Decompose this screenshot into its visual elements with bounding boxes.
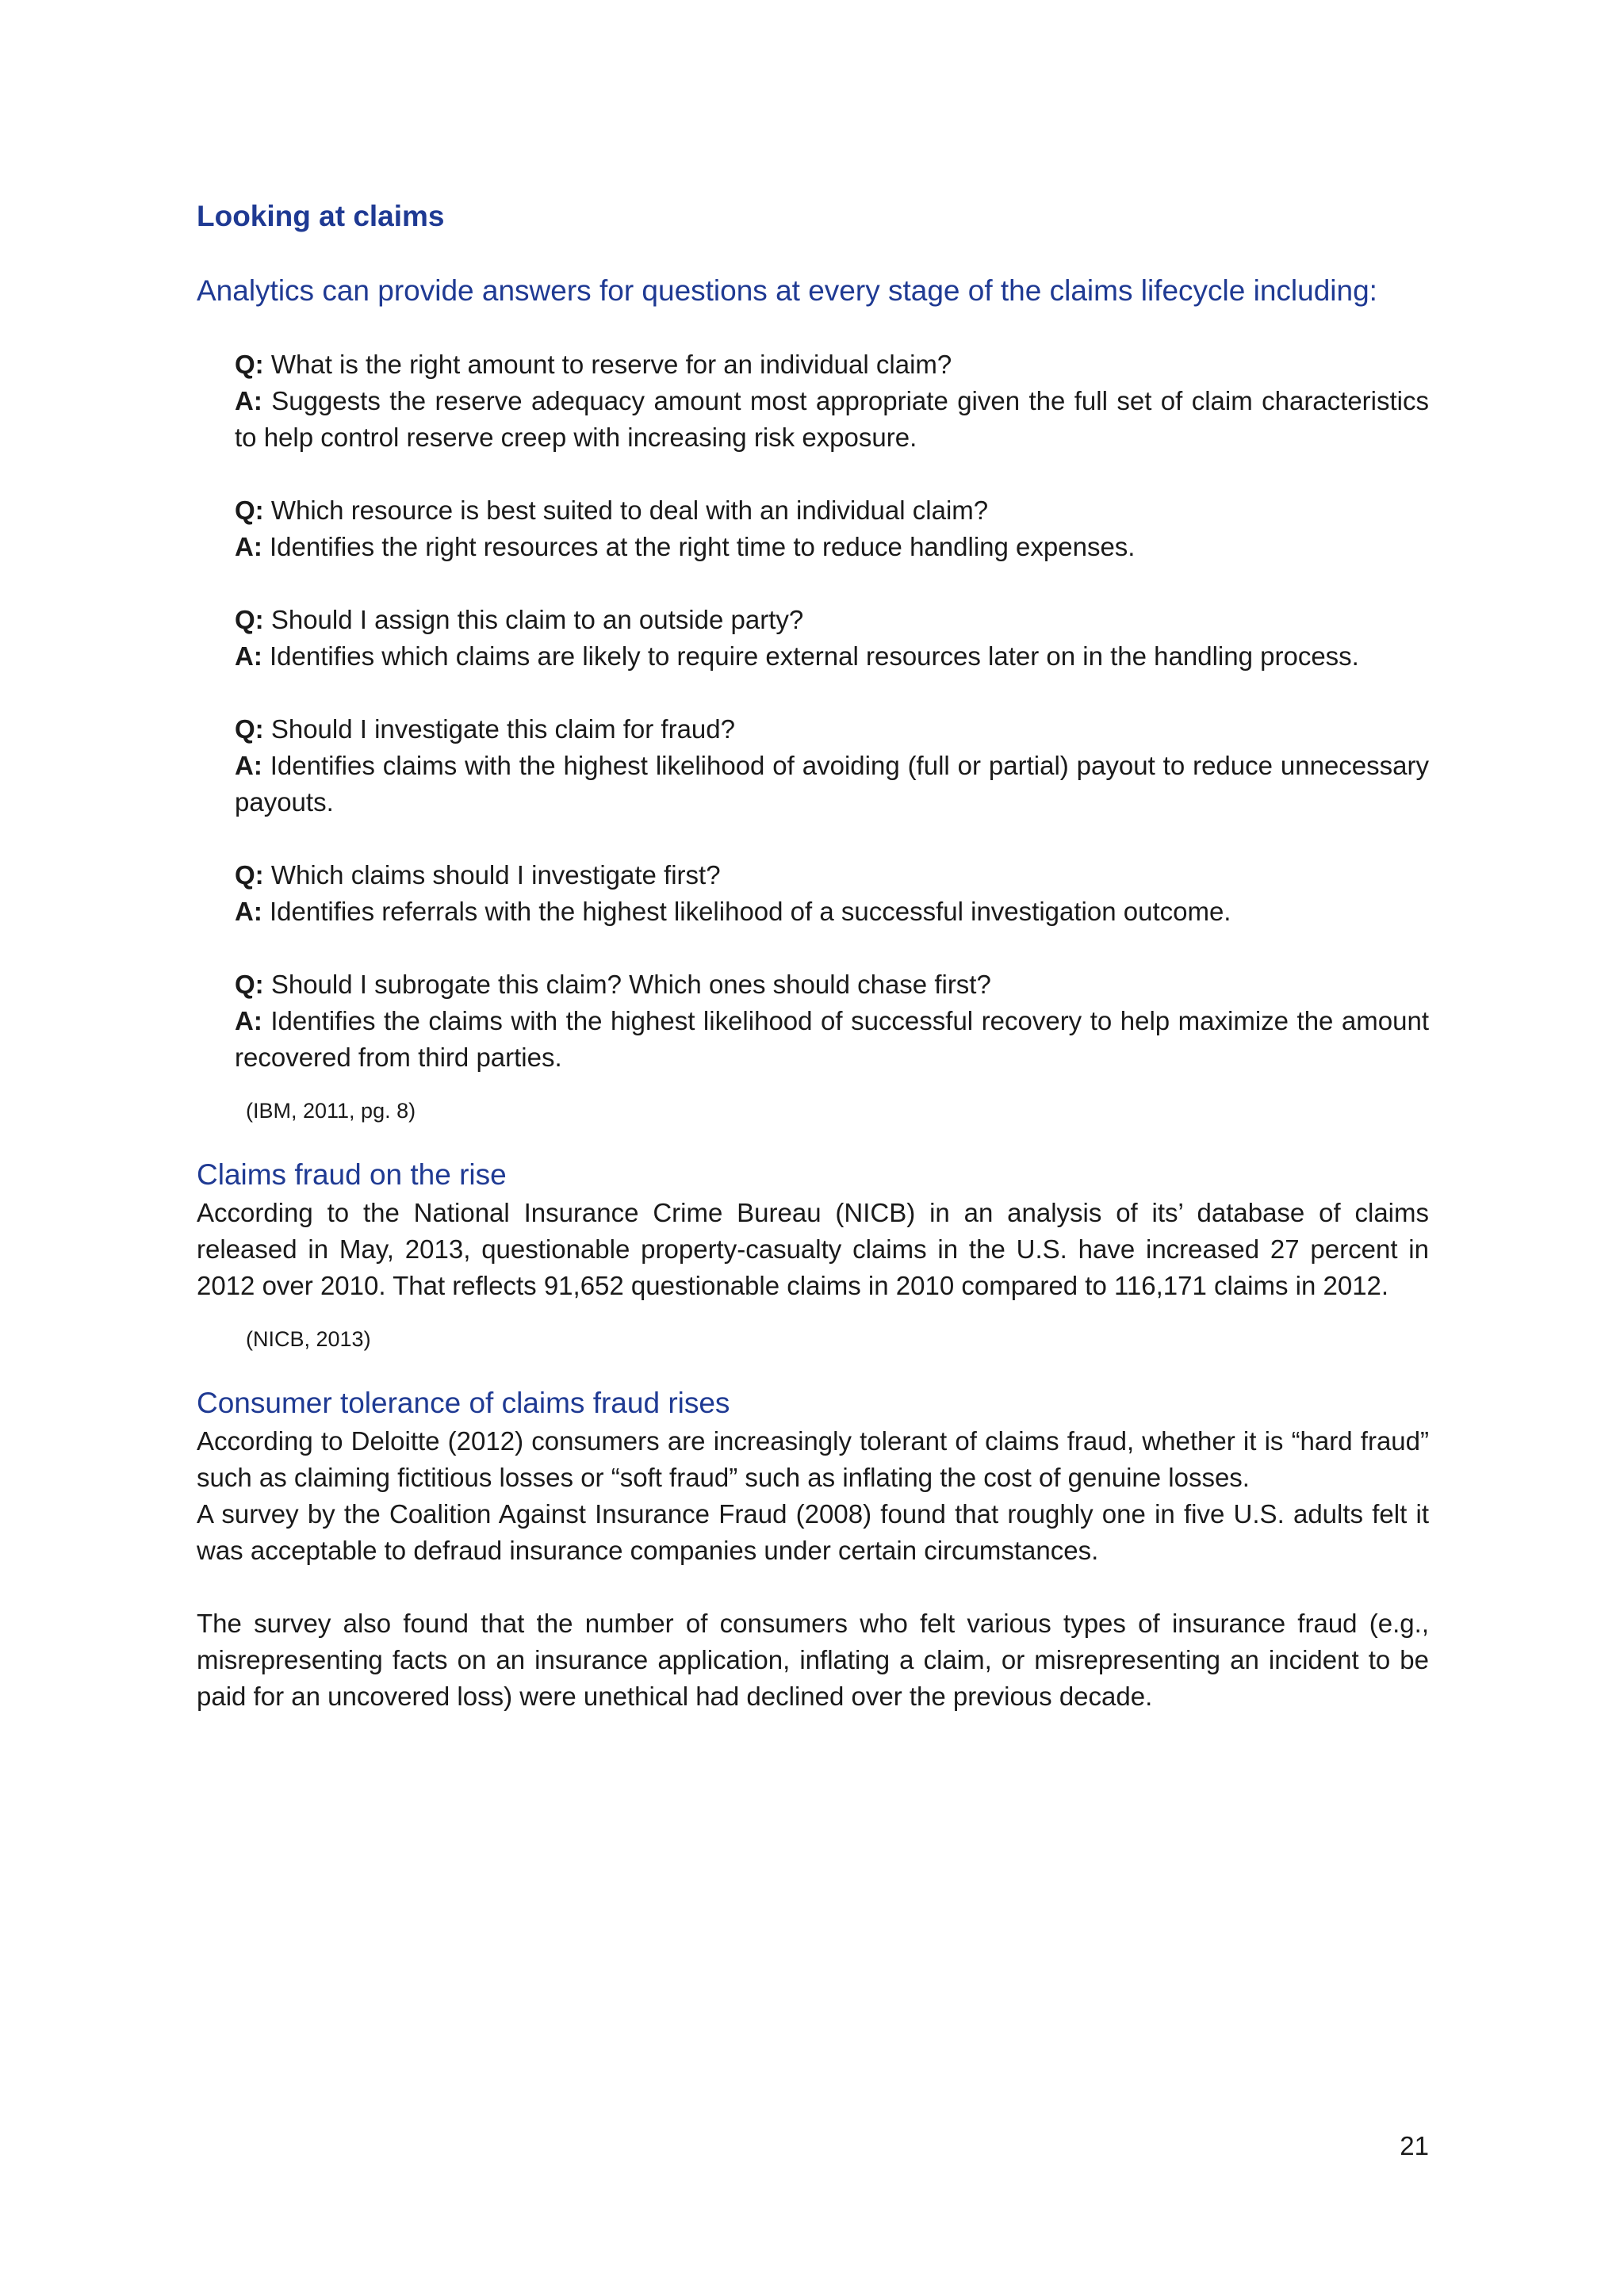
section-heading-claims-fraud: Claims fraud on the rise — [197, 1158, 507, 1191]
answer — [235, 383, 1429, 456]
a-label: A: — [235, 532, 262, 561]
qa-item — [235, 857, 1429, 930]
qa-item — [235, 492, 1429, 565]
answer — [235, 894, 1429, 930]
citation-ibm: (IBM, 2011, pg. 8) — [246, 1099, 416, 1123]
answer — [235, 748, 1429, 821]
answer — [235, 529, 1429, 565]
answer-text: Identifies referrals with the highest likelihood of a successful investigation outcome. — [270, 897, 1231, 926]
a-label: A: — [235, 897, 262, 926]
paragraph-spacer — [197, 1569, 1429, 1605]
section-heading-looking-at-claims: Looking at claims — [197, 200, 445, 232]
analytics-intro-heading: Analytics can provide answers for questions at every stage of the claims lifecycle including: — [197, 274, 1377, 307]
answer — [235, 638, 1429, 675]
q-label: Q: — [235, 860, 264, 890]
qa-item — [235, 346, 1429, 456]
question-text: Which claims should I investigate first? — [270, 860, 721, 890]
answer-text: Identifies which claims are likely to require external resources later on in the handling process. — [270, 641, 1359, 671]
question-text: Should I investigate this claim for fraud? — [270, 714, 735, 744]
qa-list — [235, 346, 1429, 1076]
q-label: Q: — [235, 350, 264, 379]
q-label: Q: — [235, 714, 264, 744]
qa-item — [235, 711, 1429, 821]
qa-item — [235, 966, 1429, 1076]
answer — [235, 1003, 1429, 1076]
page-number: 21 — [1400, 2131, 1429, 2160]
q-label: Q: — [235, 970, 264, 999]
question — [235, 857, 1429, 894]
question-text: Should I assign this claim to an outside party? — [270, 605, 804, 634]
question — [235, 966, 1429, 1003]
qa-item — [235, 602, 1429, 675]
a-label: A: — [235, 1006, 262, 1035]
a-label: A: — [235, 641, 262, 671]
claims-fraud-paragraph: According to the National Insurance Crime Bureau (NICB) in an analysis of its’ database of claims released in May, 2013, questionable property-casualty claims in the U.S. have increased 27 percent in 2012 over 2010. That reflects 91,652 questionable claims in 2010 compared to 116,171 claims in 2012. — [197, 1198, 1429, 1300]
consumer-tolerance-paragraph-3: The survey also found that the number of consumers who felt various types of insurance fraud (e.g., misrepresenting facts on an insurance application, inflating a claim, or misrepresenting an incident to be paid for an uncovered loss) were unethical had declined over the previous decade. — [197, 1609, 1429, 1711]
answer-text: Suggests the reserve adequacy amount most appropriate given the full set of claim characteristics to help control reserve creep with increasing risk exposure. — [235, 386, 1429, 452]
question — [235, 346, 1429, 383]
answer-text: Identifies the claims with the highest likelihood of successful recovery to help maximize the amount recovered from third parties. — [235, 1006, 1429, 1072]
a-label: A: — [235, 751, 262, 780]
page-content — [197, 194, 1429, 1715]
answer-text: Identifies claims with the highest likelihood of avoiding (full or partial) payout to reduce unnecessary payouts. — [235, 751, 1429, 817]
consumer-tolerance-paragraph-1: According to Deloitte (2012) consumers are increasingly tolerant of claims fraud, whether it is “hard fraud” such as claiming fictitious losses or “soft fraud” such as inflating the cost of genuine losses. — [197, 1426, 1429, 1492]
question-text: What is the right amount to reserve for an individual claim? — [270, 350, 952, 379]
question — [235, 492, 1429, 529]
answer-text: Identifies the right resources at the right time to reduce handling expenses. — [270, 532, 1136, 561]
citation-nicb: (NICB, 2013) — [246, 1327, 371, 1351]
section-heading-consumer-tolerance: Consumer tolerance of claims fraud rises — [197, 1387, 730, 1419]
a-label: A: — [235, 386, 262, 415]
question-text: Should I subrogate this claim? Which ones should chase first? — [270, 970, 991, 999]
q-label: Q: — [235, 605, 264, 634]
question — [235, 602, 1429, 638]
question — [235, 711, 1429, 748]
consumer-tolerance-paragraph-2: A survey by the Coalition Against Insurance Fraud (2008) found that roughly one in five U.S. adults felt it was acceptable to defraud insurance companies under certain circumstances. — [197, 1499, 1429, 1565]
q-label: Q: — [235, 496, 264, 525]
question-text: Which resource is best suited to deal with an individual claim? — [270, 496, 989, 525]
